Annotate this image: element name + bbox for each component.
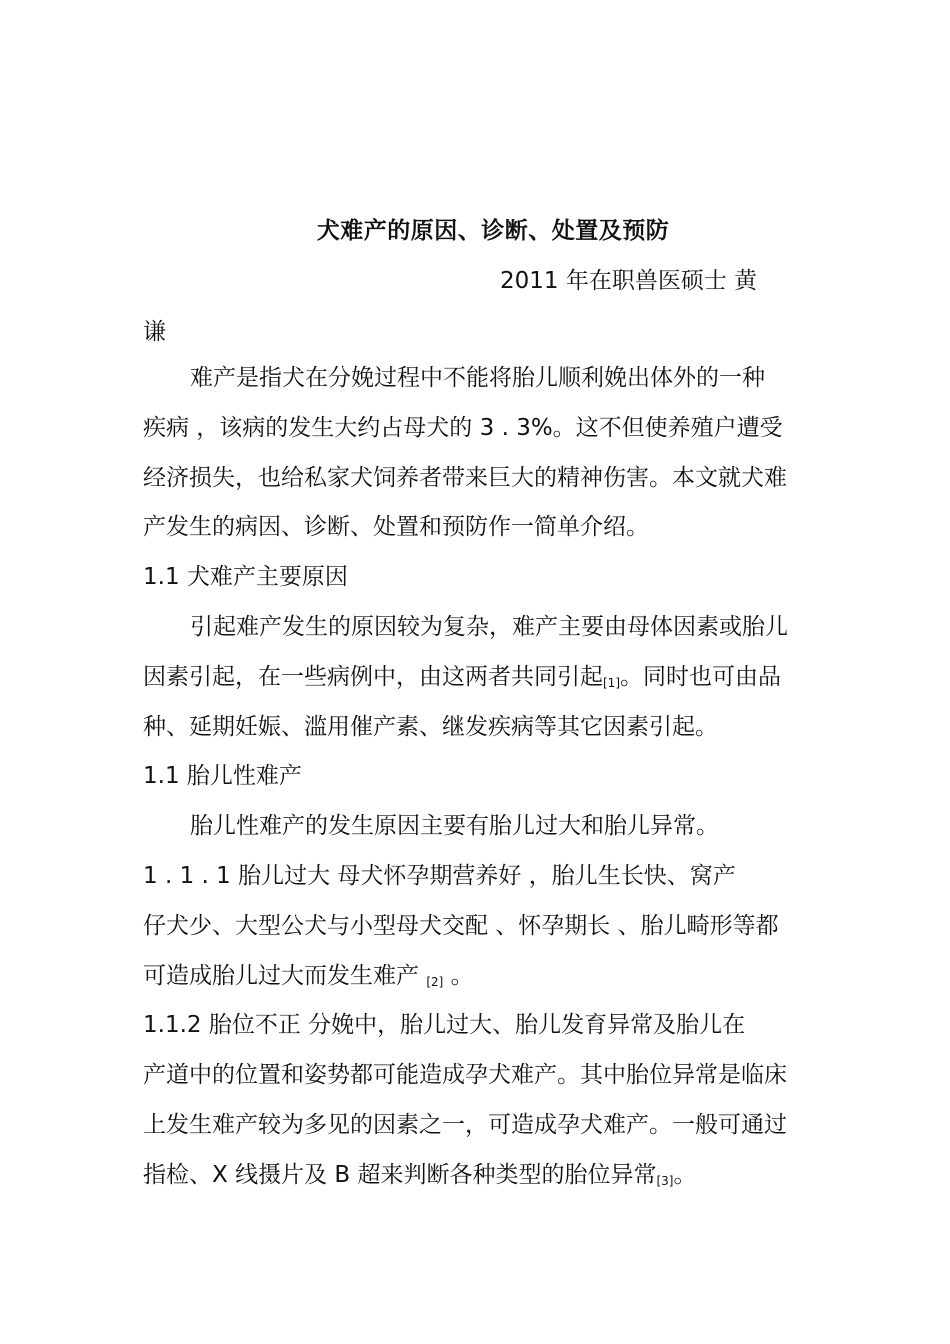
text-line-content: 产道中的位置和姿势都可能造成孕犬难产。其中胎位异常是临床 — [143, 1062, 787, 1088]
citation-reference: [3] — [656, 1174, 674, 1188]
text-line — [143, 1160, 696, 1196]
text-line — [190, 363, 765, 393]
text-line — [143, 1110, 787, 1140]
text-line — [143, 911, 779, 941]
citation-reference: [2] — [426, 975, 444, 989]
text-line-content: 胎儿性难产的发生原因主要有胎儿过大和胎儿异常。 — [190, 813, 719, 839]
text-line-content: 仔犬少、大型公犬与小型母犬交配 、怀孕期长 、胎儿畸形等都 — [143, 913, 779, 939]
text-line-content: 产发生的病因、诊断、处置和预防作一简单介绍。 — [143, 514, 649, 540]
text-line — [143, 662, 781, 698]
text-line-content: 上发生难产较为多见的因素之一，可造成孕犬难产。一般可通过 — [143, 1112, 787, 1138]
text-line-content: 1.1 犬难产主要原因 — [143, 564, 348, 590]
text-line — [143, 413, 783, 443]
document-title: 犬难产的原因、诊断、处置及预防 — [316, 218, 670, 244]
text-line-content: 1.1 胎儿性难产 — [143, 763, 302, 789]
text-line — [143, 512, 649, 542]
text-line-content: 可造成胎儿过大而发生难产 — [143, 963, 427, 989]
text-line — [143, 761, 302, 791]
text-line-content: 疾病 ，该病的发生大约占母犬的 3 . 3%。这不但使养殖户遭受 — [143, 415, 783, 441]
text-line — [143, 861, 736, 891]
text-line-content: 1 . 1 . 1 胎儿过大 母犬怀孕期营养好 ，胎儿生长快、窝产 — [143, 863, 736, 889]
text-line-continuation: 。 — [673, 1162, 697, 1188]
author-line: 2011 年在职兽医硕士 黄 — [500, 268, 758, 294]
text-line — [143, 562, 348, 592]
text-line-continuation: 。 — [443, 963, 474, 989]
text-line-content: 1.1.2 胎位不正 分娩中，胎儿过大、胎儿发育异常及胎儿在 — [143, 1012, 746, 1038]
author-line-tail: 谦 — [143, 319, 166, 345]
text-line-content: 指检、X 线摄片及 B 超来判断各种类型的胎位异常 — [143, 1162, 657, 1188]
text-line — [143, 1060, 787, 1090]
text-line — [190, 612, 788, 642]
text-line — [143, 961, 474, 997]
text-line — [143, 712, 718, 742]
text-line-content: 因素引起，在一些病例中，由这两者共同引起 — [143, 664, 603, 690]
citation-reference: [1] — [603, 676, 620, 690]
text-line-content: 引起难产发生的原因较为复杂，难产主要由母体因素或胎儿 — [190, 614, 788, 640]
text-line — [143, 463, 787, 493]
text-line-content: 难产是指犬在分娩过程中不能将胎儿顺利娩出体外的一种 — [190, 365, 765, 391]
text-line-content: 种、延期妊娠、滥用催产素、继发疾病等其它因素引起。 — [143, 714, 718, 740]
text-line — [190, 811, 719, 841]
text-line-continuation: 。同时也可由品 — [620, 664, 781, 690]
text-line-content: 经济损失，也给私家犬饲养者带来巨大的精神伤害。本文就犬难 — [143, 465, 787, 491]
text-line — [143, 1010, 745, 1040]
